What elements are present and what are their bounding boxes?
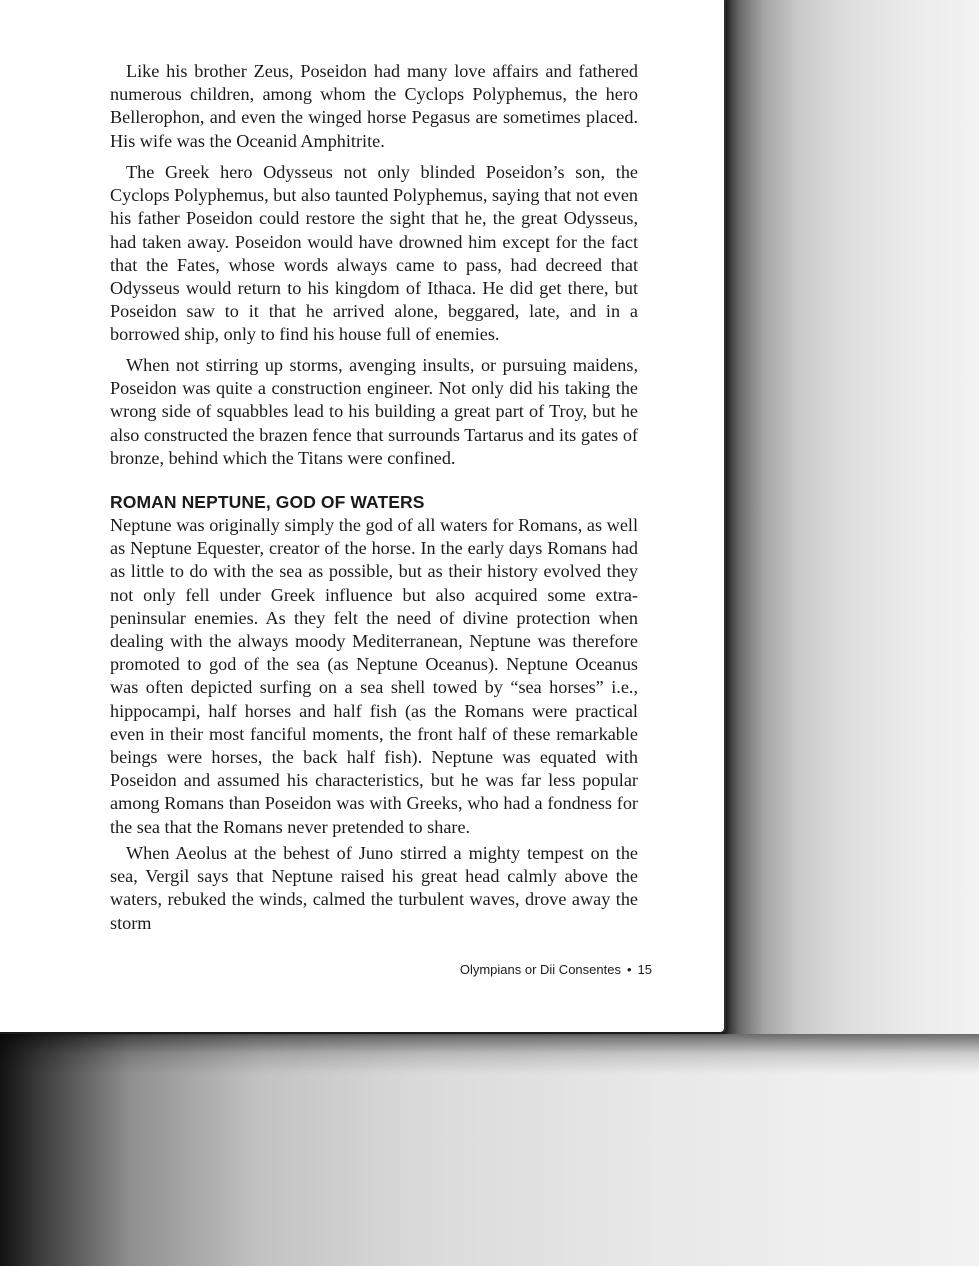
section-paragraph-2 [110,842,638,935]
paragraph-text: Like his brother Zeus, Poseidon had many love affairs and fathered numerous children, among whom the Cyclops Polyphemus, the hero Bellerophon, and even the winged horse Pegasus are sometimes placed. His wife was the Oceanid Amphitrite. [110,61,638,151]
paragraph-text: When Aeolus at the behest of Juno stirred a mighty tempest on the sea, Vergil says that Neptune raised his great head calmly above the waters, rebuked the winds, calmed the turbulent waves, drove away the storm [110,843,638,933]
paragraph-text: Neptune was originally simply the god of all waters for Romans, as well as Neptune Equester, creator of the horse. In the early days Romans had as little to do with the sea as possible, but as their history evolved they not only fell under Greek influence but also acquired some extra-peninsular enemies. As they felt the need of divine protection when dealing with the always moody Mediterranean, Neptune was therefore promoted to god of the sea (as Neptune Oceanus). Neptune Oceanus was often depicted surfing on a sea shell towed by “sea horses” i.e., hippocampi, half horses and half fish (as the Romans were practical even in their most fanciful moments, the front half of these remarkable beings were horses, the back half fish). Neptune was equated with Poseidon and assumed his characteristics, but he was far less popular among Romans than Poseidon was with Greeks, who had a fondness for the sea that the Romans never pretended to share. [110,515,638,837]
page-footer [420,962,652,977]
scan-shadow-bottom-edge [0,1034,979,1074]
paragraph-text: When not stirring up storms, avenging insults, or pursuing maidens, Poseidon was quite a construction engineer. Not only did his taking the wrong side of squabbles lead to his building a great part of Troy, but he also constructed the brazen fence that surrounds Tartarus and its gates of bronze, behind which the Titans were confined. [110,355,638,468]
body-paragraph-2 [110,161,638,347]
paragraph-text: The Greek hero Odysseus not only blinded Poseidon’s son, the Cyclops Polyphemus, but also taunted Polyphemus, saying that not even his father Poseidon could restore the sight that he, the great Odysseus, had taken away. Poseidon would have drowned him except for the fact that the Fates, whose words always came to pass, had decreed that Odysseus would return to his kingdom of Ithaca. He did get there, but Poseidon saw to it that he arrived alone, beggared, late, and in a borrowed ship, only to find his house full of enemies. [110,162,638,345]
body-paragraph-3 [110,354,638,470]
section-heading: ROMAN NEPTUNE, GOD OF WATERS [110,492,425,512]
running-title: Olympians or Dii Consentes [459,962,621,977]
page-number: 15 [637,962,652,977]
footer-separator: • [626,962,632,977]
body-paragraph-1 [110,60,638,153]
section-paragraph-1 [110,514,638,839]
